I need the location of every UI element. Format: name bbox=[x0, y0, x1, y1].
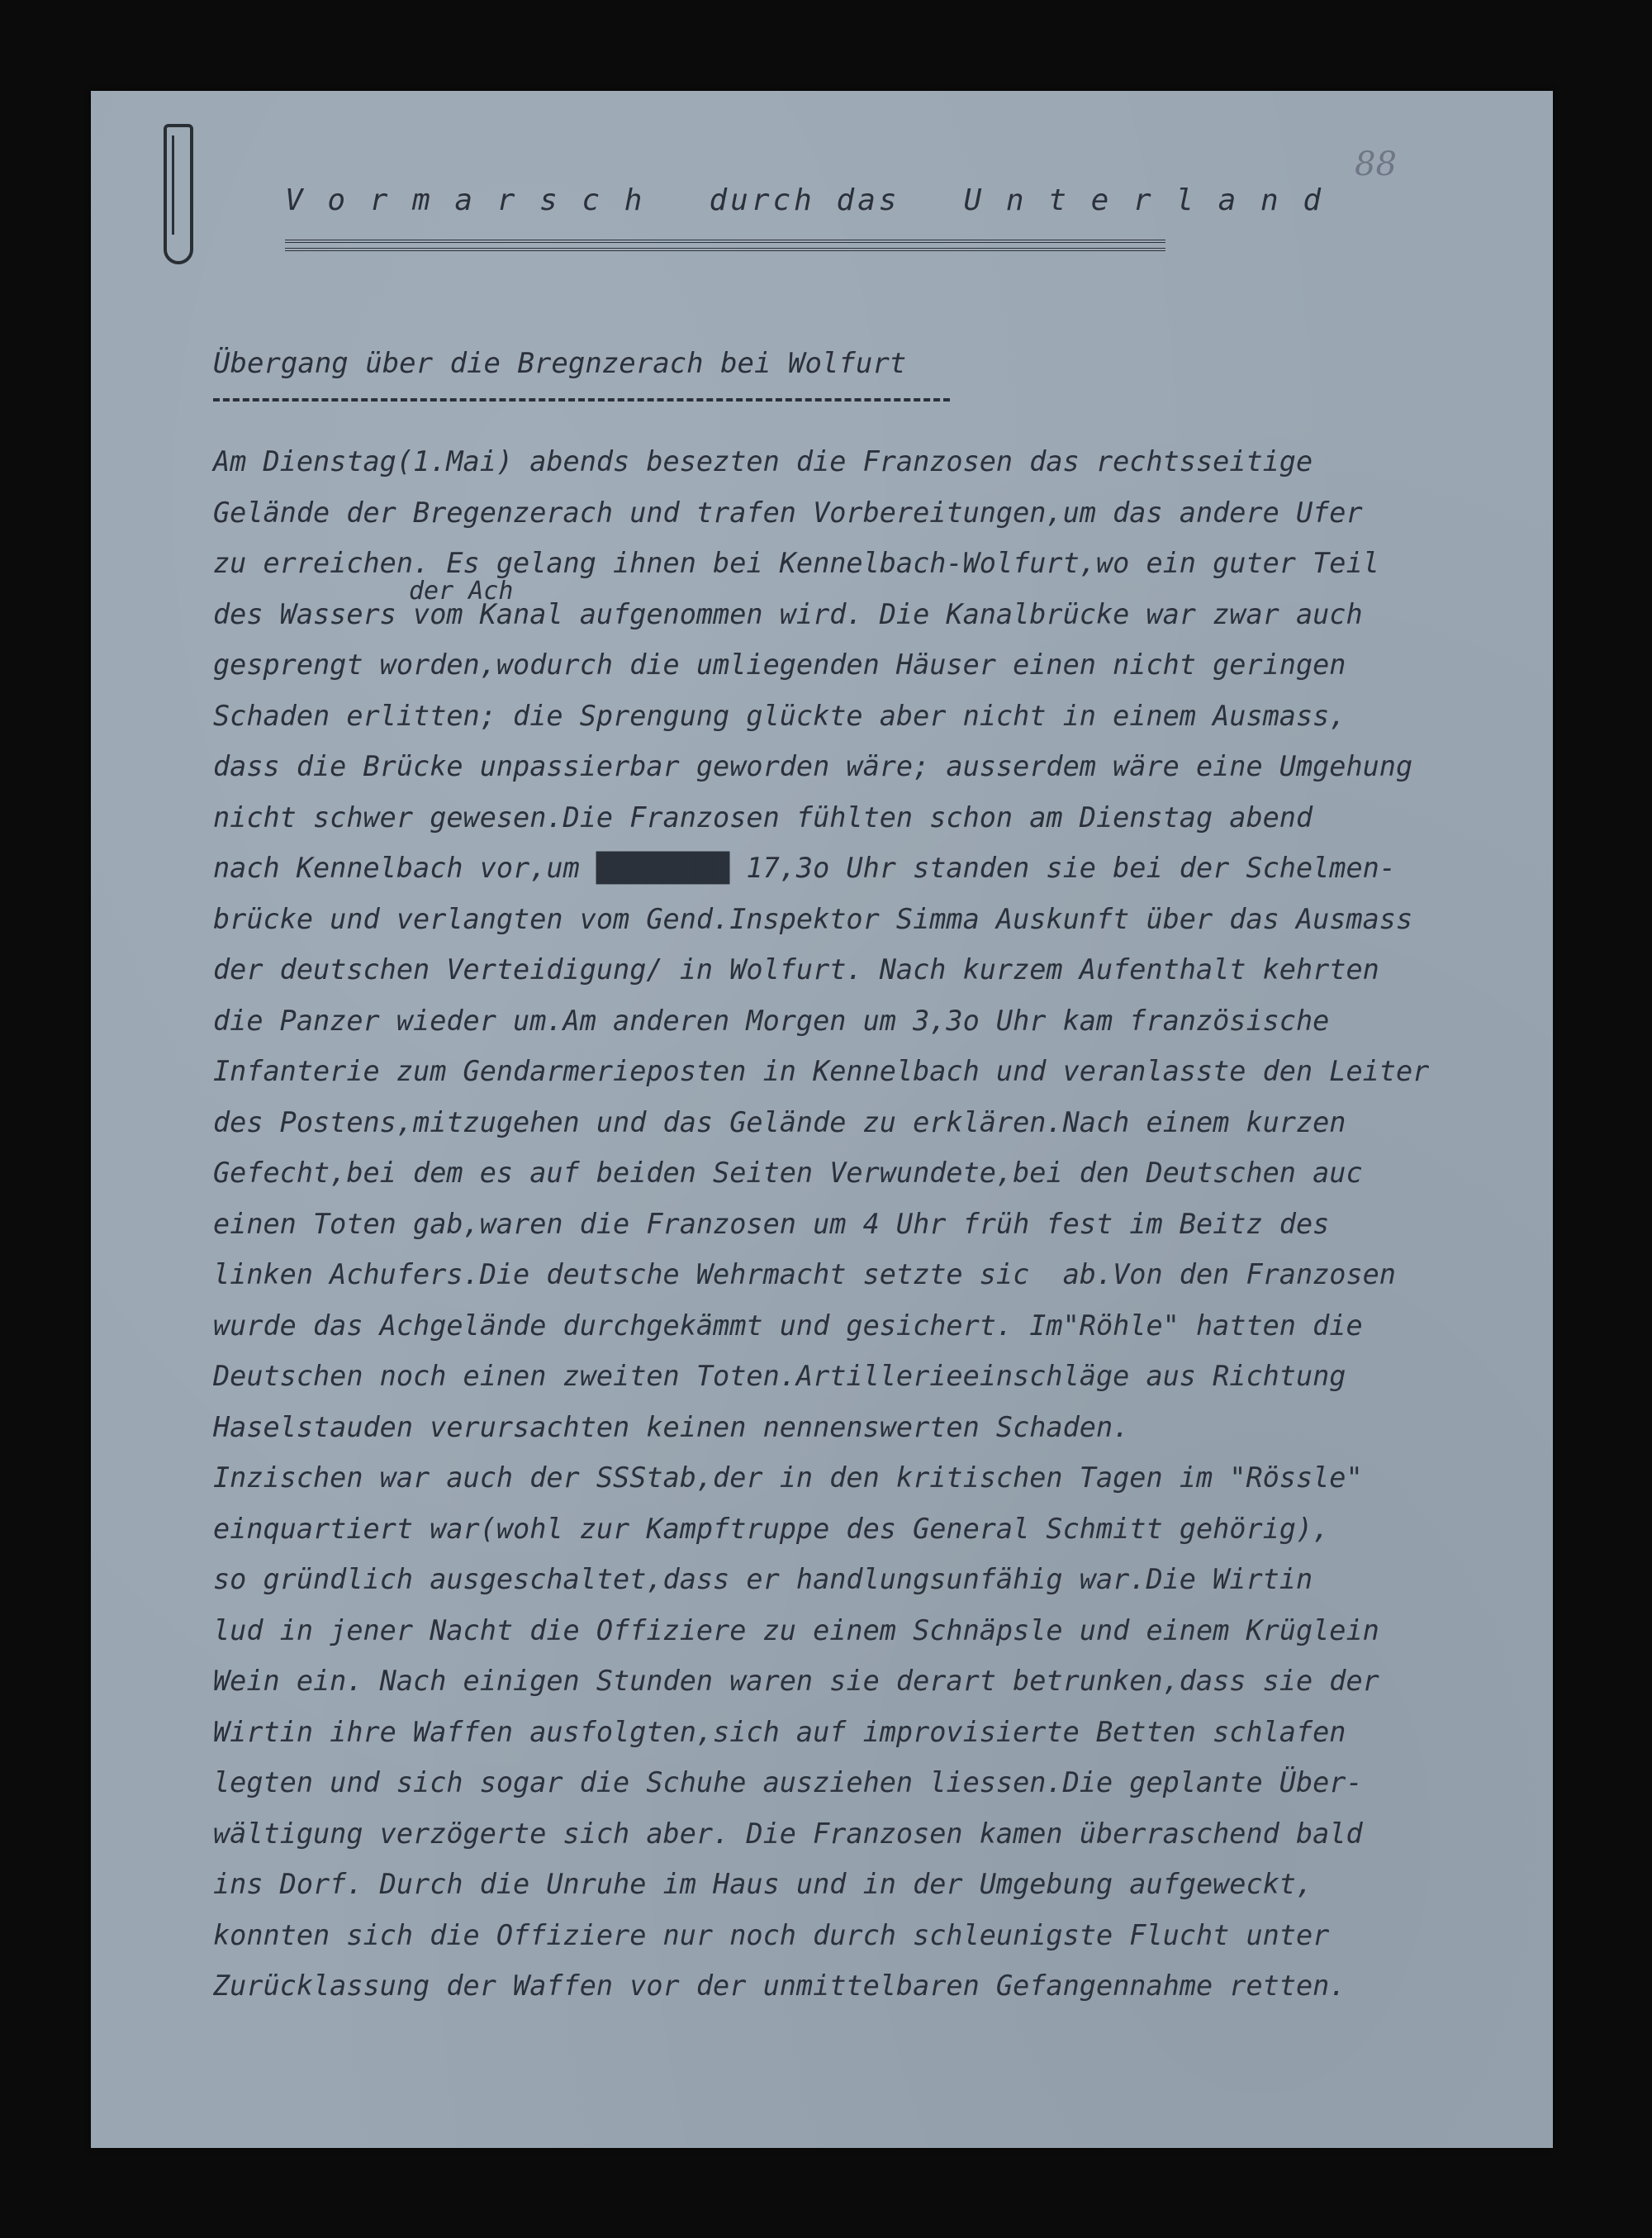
paper-clip bbox=[164, 124, 193, 264]
text-line: ins Dorf. Durch die Unruhe im Haus und in der Umgebung aufgeweckt, bbox=[213, 1868, 1313, 1900]
body-text bbox=[213, 436, 1535, 2012]
page-title: V o r m a r s c h durch das U n t e r l a n d bbox=[285, 183, 1325, 217]
text-line: nicht schwer gewesen.Die Franzosen fühlten schon am Dienstag abend bbox=[213, 801, 1313, 834]
text-line: konnten sich die Offiziere nur noch durch schleunigste Flucht unter bbox=[213, 1918, 1330, 1951]
text-line: der deutschen Verteidigung/ in Wolfurt. Nach kurzem Aufenthalt kehrten bbox=[213, 953, 1379, 986]
text-line: Haselstauden verursachten keinen nennenswerten Schaden. bbox=[213, 1410, 1130, 1443]
text-line: Deutschen noch einen zweiten Toten.Artillerieeinschläge aus Richtung bbox=[213, 1360, 1346, 1392]
text-line: Zurücklassung der Waffen vor der unmittelbaren Gefangennahme retten. bbox=[213, 1970, 1346, 2002]
text-line: wältigung verzögerte sich aber. Die Franzosen kamen überraschend bald bbox=[213, 1817, 1363, 1850]
text-line: wurde das Achgelände durchgekämmt und gesichert. Im"Röhle" hatten die bbox=[213, 1309, 1363, 1342]
section-heading-underline bbox=[213, 398, 950, 402]
text-line: Wirtin ihre Waffen ausfolgten,sich auf improvisierte Betten schlafen bbox=[213, 1715, 1346, 1748]
text-line: des Postens,mitzugehen und das Gelände zu erklären.Nach einem kurzen bbox=[213, 1105, 1346, 1138]
text-line: brücke und verlangten vom Gend.Inspektor Simma Auskunft über das Ausmass bbox=[213, 902, 1413, 935]
text-line: zu erreichen. Es gelang ihnen bei Kennelbach-Wolfurt,wo ein guter Teil bbox=[213, 547, 1379, 579]
text-line: so gründlich ausgeschaltet,dass er handlungsunfähig war.Die Wirtin bbox=[213, 1563, 1313, 1595]
text-line: des Wassers vom Kanal aufgenommen wird. Die Kanalbrücke war zwar auch bbox=[213, 597, 1363, 630]
text-line: die Panzer wieder um.Am anderen Morgen um 3,3o Uhr kam französische bbox=[213, 1004, 1330, 1037]
text-line: Am Dienstag(1.Mai) abends besezten die Franzosen das rechtsseitige bbox=[213, 445, 1313, 478]
section-heading: Übergang über die Bregnzerach bei Wolfurt bbox=[213, 347, 907, 380]
page-number: 88 bbox=[1355, 145, 1397, 183]
text-line: Gefecht,bei dem es auf beiden Seiten Verwundete,bei den Deutschen auc bbox=[213, 1157, 1363, 1189]
text-line: Wein ein. Nach einigen Stunden waren sie derart betrunken,dass sie der bbox=[213, 1665, 1379, 1697]
text-line: einquartiert war(wohl zur Kampftruppe des General Schmitt gehörig), bbox=[213, 1512, 1330, 1545]
text-line: legten und sich sogar die Schuhe ausziehen liessen.Die geplante Über- bbox=[213, 1766, 1363, 1798]
text-line: Inzischen war auch der SSStab,der in den kritischen Tagen im "Rössle" bbox=[213, 1461, 1363, 1494]
text-line: linken Achufers.Die deutsche Wehrmacht setzte sic ab.Von den Franzosen bbox=[213, 1258, 1396, 1290]
text-line: Schaden erlitten; die Sprengung glückte aber nicht in einem Ausmass, bbox=[213, 699, 1346, 732]
text-line: Infanterie zum Gendarmerieposten in Kennelbach und veranlasste den Leiter bbox=[213, 1055, 1430, 1087]
interlinear-insertion: der Ach bbox=[409, 577, 514, 606]
text-line: Gelände der Bregenzerach und trafen Vorbereitungen,um das andere Ufer bbox=[213, 496, 1363, 529]
text-line: dass die Brücke unpassierbar geworden wäre; ausserdem wäre eine Umgehung bbox=[213, 750, 1413, 782]
text-line: gesprengt worden,wodurch die umliegenden Häuser einen nicht geringen bbox=[213, 649, 1346, 681]
text-line: lud in jener Nacht die Offiziere zu einem Schnäpsle und einem Krüglein bbox=[213, 1613, 1379, 1646]
title-underline bbox=[285, 240, 1165, 251]
text-line: nach Kennelbach vor,um ████████ 17,3o Uhr standen sie bei der Schelmen- bbox=[213, 852, 1396, 884]
text-line: einen Toten gab,waren die Franzosen um 4 Uhr früh fest im Beitz des bbox=[213, 1207, 1330, 1240]
